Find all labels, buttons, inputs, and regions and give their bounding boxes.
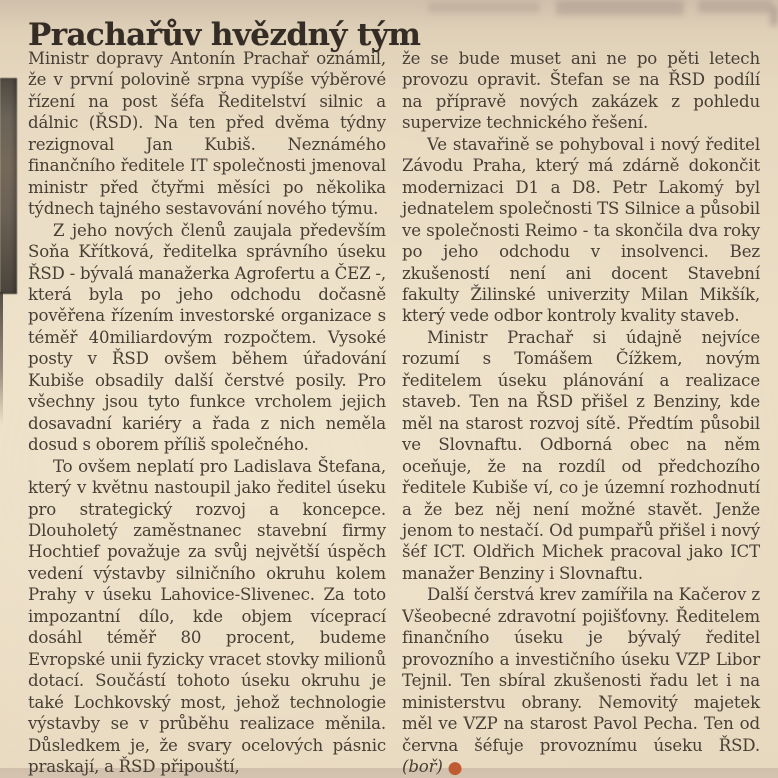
- article-paragraph: že se bude muset ani ne po pěti letech provozu opravit. Štefan se na ŘSD podílí na přípravě nových zakázek z pohledu supervize technického řešení.: [402, 49, 760, 133]
- article-paragraph: Z jeho nových členů zaujala především Soňa Křítková, ředitelka správního úseku ŘSD - bývalá manažerka Agrofertu a ČEZ -, která byla po jeho odchodu dočasně pověřena řízením investorské organizace s téměř 40miliardovým rozpočtem. Vysoké posty v ŘSD ovšem během úřadování Kubiše obsadily další čerstvé posily. Pro všechny jsou tyto funkce vrcholem jejich dosavadní kariéry a řada z nich neměla dosud s oborem příliš společného.: [28, 220, 386, 455]
- bleed-through-text: [770, 6, 778, 26]
- article-paragraph: Ministr dopravy Antonín Prachař oznámil, že v první polovině srpna vypíše výběrové řízení na post šéfa Ředitelství silnic a dálnic (ŘSD). Na ten před dvěma týdny rezignoval Jan Kubiš. Neznámého finančního ředitele IT společnosti jmenoval ministr před čtyřmi měsíci po několika týdnech tajného sestavování nového týmu.: [28, 49, 386, 219]
- end-of-article-dot: ●: [447, 757, 463, 778]
- bleed-through-text: [698, 0, 772, 13]
- bleed-through-text: [428, 2, 540, 13]
- article-column-left: [28, 48, 386, 778]
- article-body: [28, 48, 766, 778]
- author-signoff: (boř): [402, 756, 448, 776]
- page-edge-line: [0, 292, 3, 424]
- article-column-right: [402, 48, 760, 778]
- article-headline: Prachařův hvězdný tým: [28, 16, 421, 53]
- article-paragraph: Ve stavařině se pohyboval i nový ředitel Závodu Praha, který má zdárně dokončit modernizaci D1 a D8. Petr Lakomý byl jednatelem společnosti TS Silnice a působil ve společnosti Reimo - ta skončila dva roky po jeho odchodu v insolvenci. Bez zkušeností není ani docent Stavební fakulty Žilinské univerzity Milan Mikšík, který vede odbor kontroly kvality staveb.: [402, 134, 760, 326]
- bleed-through-text: [556, 0, 684, 15]
- article-paragraph: Ministr Prachař si údajně nejvíce rozumí s Tomášem Čížkem, novým ředitelem úseku plánování a realizace staveb. Ten na ŘSD přišel z Benziny, kde měl na starost rozvoj sítě. Předtím působil ve Slovnaftu. Odborná obec na něm oceňuje, že na rozdíl od předchozího ředitele Kubiše ví, co je územní rozhodnutí a že bez něj není možné stavět. Jenže jenom to nestačí. Od pumpařů přišel i nový šéf ICT. Oldřich Michek pracoval jako ICT manažer Benziny i Slovnaftu.: [402, 327, 760, 583]
- article-paragraph: To ovšem neplatí pro Ladislava Štefana, který v květnu nastoupil jako ředitel úseku pro strategický rozvoj a koncepce. Dlouholetý zaměstnanec stavební firmy Hochtief považuje za svůj největší úspěch vedení výstavby silničního okruhu kolem Prahy v úseku Lahovice-Slivenec. Za toto impozantní dílo, kde objem víceprací dosáhl téměř 80 procent, budeme Evropské unii fyzicky vracet stovky milionů dotací. Součástí tohoto úseku okruhu je také Lochkovský most, jehož technologie výstavby se v průběhu realizace měnila. Důsledkem je, že svary ocelových pásnic praskají, a ŘSD připouští,: [28, 456, 386, 776]
- article-paragraph: Další čerstvá krev zamířila na Kačerov z Všeobecné zdravotní pojišťovny. Ředitelem finančního úseku je bývalý ředitel provozního a investičního úseku VZP Libor Tejnil. Ten sbíral zkušenosti řadu let i na ministerstvu obrany. Nemovitý majetek měl ve VZP na starost Pavol Pecha. Ten od června šéfuje provoznímu úseku ŘSD. (boř) ●: [402, 585, 760, 778]
- page-edge-shadow: [0, 78, 17, 294]
